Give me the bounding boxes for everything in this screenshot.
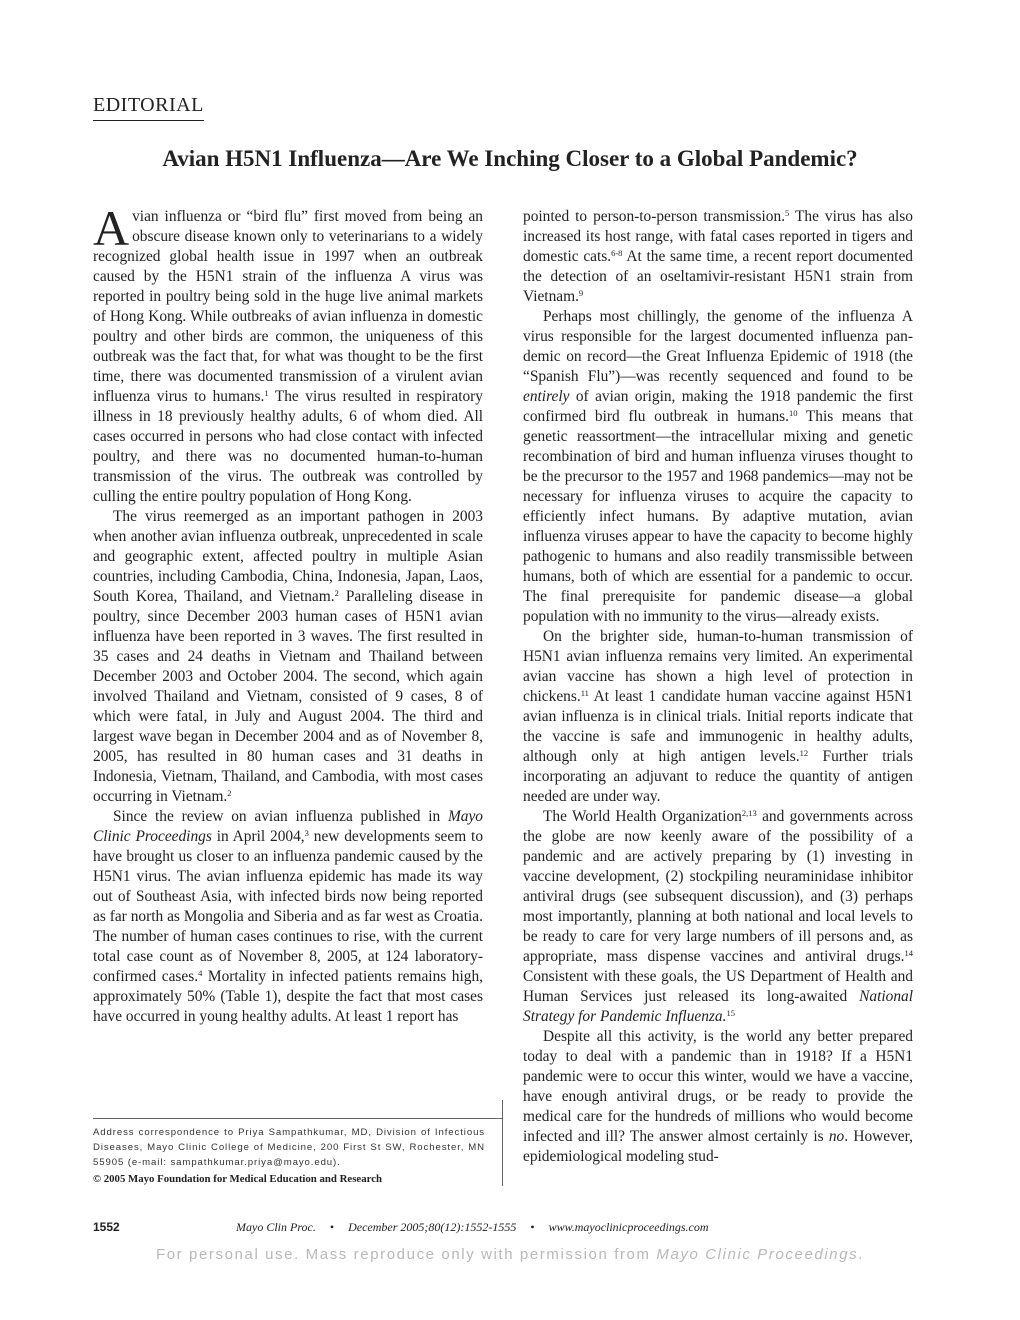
article-title: Avian H5N1 Influenza—Are We Inching Closer to a Global Pandemic? (162, 146, 858, 171)
paragraph-4: Perhaps most chillingly, the genome of the influenza A virus responsible for the largest documented influenza pandemic on record—the Great Influenza Epidemic of 1918 (the “Spanish Flu”)—was recently sequenced and found to be entirely of avian origin, making the 1918 pandemic the first confirmed bird flu outbreak in humans.$^{10}$ This means that genetic reassortment—the intracellular mixing and genetic recombination of bird and human influenza viruses thought to be the precursor to the 1957 and 1968 pandemics—may not be necessary for influenza viruses to acquire the capacity to efficiently infect humans. By adaptive mutation, avian influenza viruses appear to have the capacity to become highly pathogenic to humans and also readily transmissible between humans, both of which are essential for a pandemic to occur. The final prerequisite for pandemic disease—a global population with no immunity to the virus—already exists. (523, 308, 913, 625)
reference-marker: 12 (799, 748, 809, 758)
paragraph-continued: pointed to person-to-person transmission.$^5$ The virus has also increased its host range, with fatal cases reported in tigers and domestic cats.$^{6-8}$ At the same time, a recent report documented the detection of an oseltamivir-resistant H5N1 strain from Vietnam.$^9$ (523, 208, 913, 305)
reference-marker: 5 (785, 208, 790, 218)
paragraph-7: Despite all this activity, is the world any better prepared today to deal with a pandemic than in 1918? If a H5N1 pandemic were to occur this winter, would we have a vaccine, have enough antiviral drugs, or be ready to provide the medical care for the hundreds of millions who would become infected and ill? The answer almost certainly is no. However, epidemiological modeling stud- (523, 1028, 913, 1165)
journal-url: www.mayoclinicproceedings.com (548, 1220, 709, 1234)
reference-marker: 9 (578, 288, 584, 298)
correspondence-address: Address correspondence to Priya Sampathkumar, MD, Division of Infectious Diseases, Mayo Clinic College of Medicine, 200 First St SW, Rochester, MN 55905 (e-mail: sampathkumar.priya@mayo.edu). (93, 1127, 485, 1168)
paragraph-5: On the brighter side, human-to-human transmission of H5N1 avian influenza remains very limited. An experimental avian vaccine has shown a high level of protection in chickens.$^{11}$ At least 1 candidate human vaccine against H5N1 avian influenza is in clinical trials. Initial reports indicate that the vaccine is safe and immunogenic in healthy adults, although only at high antigen levels.$^{12}$ Further trials incorporating an adjuvant to reduce the quantity of antigen needed are under way. (523, 628, 913, 805)
reference-marker: 2 (227, 788, 232, 798)
left-column (93, 200, 484, 1027)
paragraph-1: Avian influenza or “bird flu” first moved from being an obscure disease known only to veterinarians to a widely recognized global health issue in 1997 when an outbreak caused by the H5N1 strain of the influenza A virus was reported in poultry being sold in the huge live animal markets of Hong Kong. While outbreaks of avian influenza in domestic poultry and other birds are common, the uniqueness of this outbreak was the fact that, for what was thought to be the first time, there was documented transmission of a virulent avian influenza virus to humans.$^1$ The virus resulted in respiratory illness in 18 previously healthy adults, 6 of whom died. All cases occurred in persons who had close contact with infected poultry, and there was no documented human-to-human transmission of the virus. The outbreak was controlled by culling the entire poultry population of Hong Kong. (93, 200, 484, 505)
page-number: 1552 (93, 1220, 120, 1234)
bullet-separator: • (329, 1220, 335, 1234)
reference-marker: 4 (198, 968, 203, 978)
usage-watermark: For personal use. Mass reproduce only with permission from Mayo Clinic Proceedings. (155, 1246, 865, 1263)
paragraph-6: The World Health Organization$^{2,13}$ and governments across the globe are now keenly aware of the possibility of a pandemic and are actively preparing by (1) investing in vaccine development, (2) stockpiling neuraminidase inhibitor antiviral drugs (see subsequent discussion), and (3) perhaps most importantly, planning at both national and local levels to be ready to care for very large numbers of ill persons and, as appropriate, mass dispense vaccines and antiviral drugs.$^{14}$ Consistent with these goals, the US Department of Health and Human Services just released its long-awaited National Strategy for Pandemic Influenza.$^{15}$ (523, 808, 913, 1025)
column-divider (502, 1100, 503, 1186)
issue-info: December 2005;80(12):1552-1555 (348, 1220, 517, 1234)
reference-marker: 1 (264, 388, 269, 398)
footnote-rule (93, 1118, 502, 1119)
reference-marker: 11 (580, 688, 589, 698)
right-column (523, 207, 913, 1167)
reference-marker: 14 (904, 948, 913, 958)
section-label: EDITORIAL (93, 94, 204, 121)
reference-marker: 2,13 (741, 808, 757, 818)
paragraph-3: Since the review on avian influenza published in Mayo Clinic Proceedings in April 2004,$^3$ new developments seem to have brought us closer to an influenza pandemic caused by the H5N1 virus. The avian influenza epidemic has made its way out of Southeast Asia, with infected birds now being reported as far north as Mongolia and Siberia and as far west as Croatia. The number of human cases continues to rise, with the current total case count as of November 8, 2005, at 124 laboratory-confirmed cases.$^4$ Mortality in infected patients remains high, approximately 50% (Table 1), despite the fact that most cases have occurred in young healthy adults. At least 1 report has (93, 808, 484, 1025)
paragraph-2: The virus reemerged as an important pathogen in 2003 when another avian influenza outbreak, unprecedented in scale and geographic extent, affected poultry in multiple Asian countries, including Cambodia, China, Indonesia, Japan, Laos, South Korea, Thailand, and Vietnam.$^2$ Paralleling disease in poultry, since December 2003 human cases of H5N1 avian influenza have been reported in 3 waves. The first resulted in 35 cases and 24 deaths in Vietnam and Thailand between December 2003 and October 2004. The second, which again involved Thailand and Vietnam, consisted of 9 cases, 8 of which were fatal, in July and August 2004. The third and largest wave began in December 2004 and as of November 8, 2005, has resulted in 80 human cases and 31 deaths in Indonesia, Vietnam, Thailand, and Cambodia, with most cases occurring in Vietnam.$^2$ (93, 508, 483, 805)
reference-marker: 6-8 (611, 248, 623, 258)
drop-cap: A (93, 200, 130, 256)
journal-citation (236, 1220, 709, 1235)
reference-marker: 10 (789, 408, 798, 418)
reference-marker: 3 (304, 828, 309, 838)
bullet-separator: • (530, 1220, 535, 1234)
reference-marker: 2 (334, 588, 339, 598)
journal-name: Mayo Clin Proc. (236, 1220, 316, 1234)
copyright-notice: © 2005 Mayo Foundation for Medical Education and Research (93, 1173, 382, 1185)
reference-marker: 15 (726, 1008, 735, 1018)
